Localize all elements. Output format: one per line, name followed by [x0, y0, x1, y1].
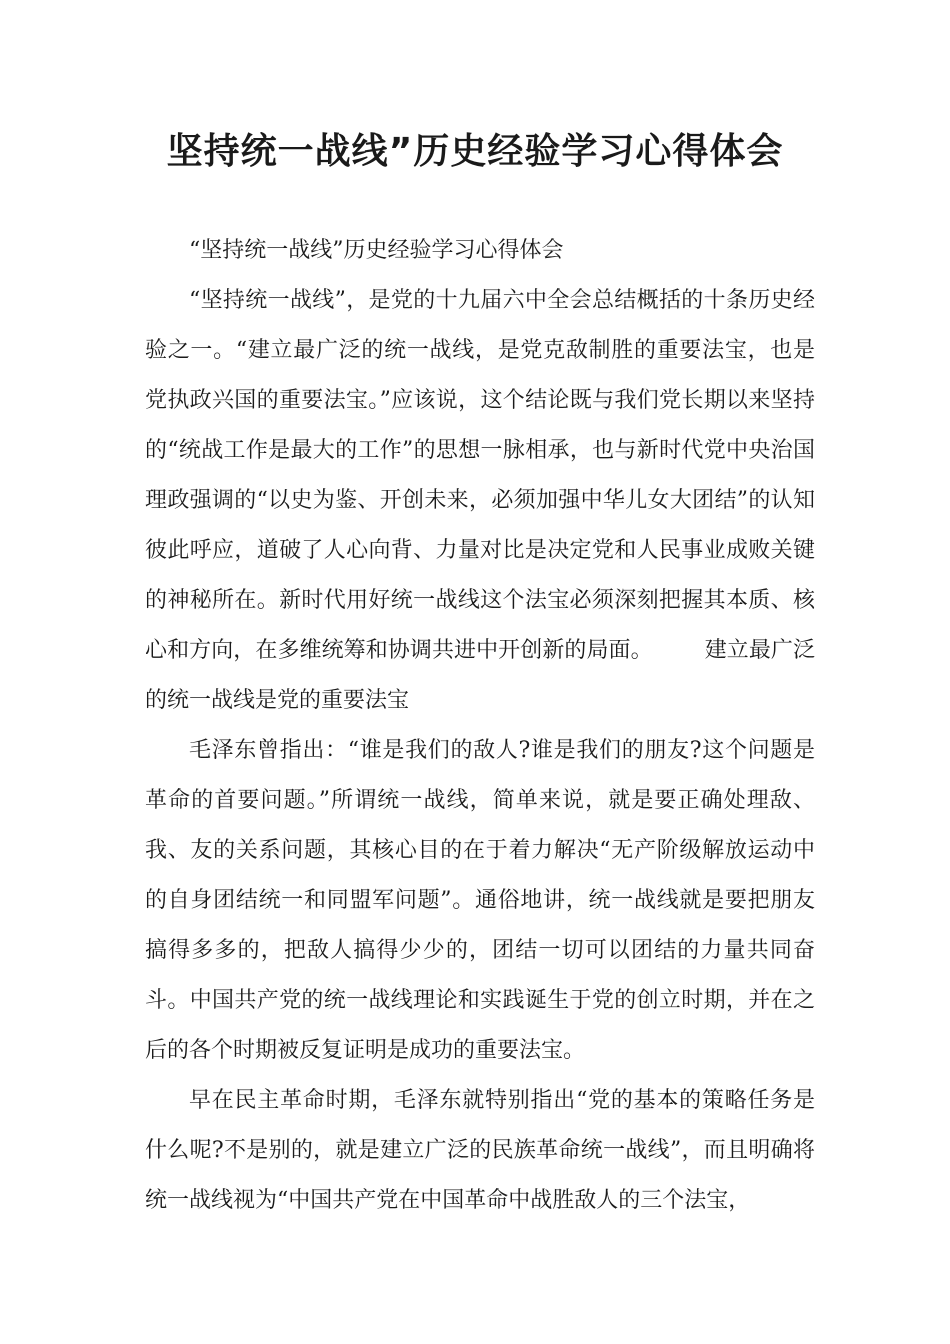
section-heading: 建立最广泛的统一战线是党的重要法宝 — [145, 638, 815, 713]
paragraph — [145, 276, 815, 726]
paragraph: 毛泽东曾指出：“谁是我们的敌人?谁是我们的朋友?这个问题是革命的首要问题。”所谓统一战线，简单来说，就是要正确处理敌、我、友的关系问题，其核心目的在于着力解决“无产阶级解放运动中的自身团结统一和同盟军问题”。通俗地讲，统一战线就是要把朋友搞得多多的，把敌人搞得少少的，团结一切可以团结的力量共同奋斗。中国共产党的统一战线理论和实践诞生于党的创立时期，并在之后的各个时期被反复证明是成功的重要法宝。 — [145, 738, 815, 1063]
document-title: 坚持统一战线”历史经验学习心得体会 — [166, 131, 784, 172]
document-body — [145, 226, 815, 1226]
paragraph-text: “坚持统一战线”，是党的十九届六中全会总结概括的十条历史经验之一。“建立最广泛的统一战线，是党克敌制胜的重要法宝，也是党执政兴国的重要法宝。”应该说，这个结论既与我们党长期以来坚持的“统战工作是最大的工作”的思想一脉相承，也与新时代党中央治国理政强调的“以史为鉴、开创未来，必须加强中华儿女大团结”的认知彼此呼应，道破了人心向背、力量对比是决定党和人民事业成败关键的神秘所在。新时代用好统一战线这个法宝必须深刻把握其本质、核心和方向，在多维统筹和协调共进中开创新的局面。 — [145, 288, 815, 663]
paragraph: 早在民主革命时期，毛泽东就特别指出“党的基本的策略任务是什么呢?不是别的，就是建立广泛的民族革命统一战线”，而且明确将统一战线视为“中国共产党在中国革命中战胜敌人的三个法宝， — [145, 1088, 815, 1213]
paragraph: “坚持统一战线”历史经验学习心得体会 — [189, 238, 564, 263]
